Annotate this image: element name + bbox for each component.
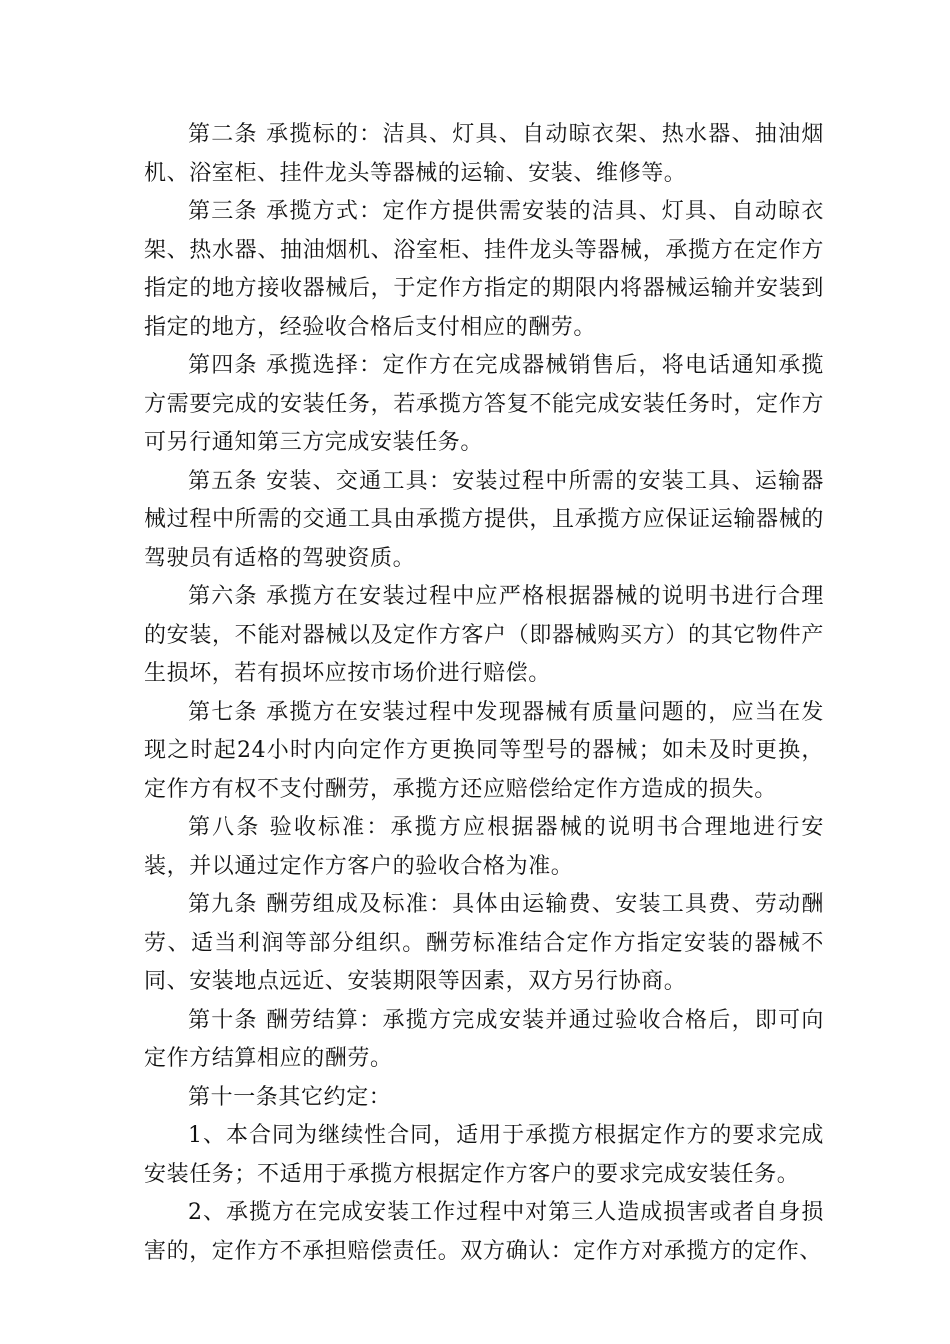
article-5-paragraph: 第五条 安装、交通工具：安装过程中所需的安装工具、运输器械过程中所需的交通工具由承揽方提供，且承揽方应保证运输器械的驾驶员有适格的驾驶资质。 (144, 468, 824, 571)
article-2-paragraph: 第二条 承揽标的：洁具、灯具、自动晾衣架、热水器、抽油烟机、浴室柜、挂件龙头等器械的运输、安装、维修等。 (144, 122, 824, 186)
article-11-item-2: 2、承揽方在完成安装工作过程中对第三人造成损害或者自身损害的，定作方不承担赔偿责任。双方确认：定作方对承揽方的定作、 (144, 1200, 824, 1264)
article-10-paragraph: 第十条 酬劳结算：承揽方完成安装并通过验收合格后，即可向定作方结算相应的酬劳。 (144, 1007, 824, 1071)
article-4-paragraph: 第四条 承揽选择：定作方在完成器械销售后，将电话通知承揽方需要完成的安装任务，若承揽方答复不能完成安装任务时，定作方可另行通知第三方完成安装任务。 (144, 353, 824, 455)
article-6-paragraph: 第六条 承揽方在安装过程中应严格根据器械的说明书进行合理的安装，不能对器械以及定作方客户（即器械购买方）的其它物件产生损坏，若有损坏应按市场价进行赔偿。 (144, 584, 824, 686)
article-11-heading: 第十一条其它约定： (188, 1084, 392, 1110)
article-9-paragraph: 第九条 酬劳组成及标准：具体由运输费、安装工具费、劳动酬劳、适当利润等部分组织。酬劳标准结合定作方指定安装的器械不同、安装地点远近、安装期限等因素，双方另行协商。 (144, 892, 824, 994)
article-11-item-1: 1、本合同为继续性合同，适用于承揽方根据定作方的要求完成安装任务；不适用于承揽方根据定作方客户的要求完成安装任务。 (144, 1123, 824, 1187)
document-page (144, 116, 824, 1271)
article-8-paragraph: 第八条 验收标准：承揽方应根据器械的说明书合理地进行安装，并以通过定作方客户的验收合格为准。 (144, 815, 824, 879)
article-3-paragraph: 第三条 承揽方式：定作方提供需安装的洁具、灯具、自动晾衣架、热水器、抽油烟机、浴室柜、挂件龙头等器械，承揽方在定作方指定的地方接收器械后，于定作方指定的期限内将器械运输并安装到指定的地方，经验收合格后支付相应的酬劳。 (144, 199, 824, 340)
article-7-paragraph: 第七条 承揽方在安装过程中发现器械有质量问题的，应当在发现之时起24小时内向定作方更换同等型号的器械；如未及时更换，定作方有权不支付酬劳，承揽方还应赔偿给定作方造成的损失。 (144, 699, 824, 802)
